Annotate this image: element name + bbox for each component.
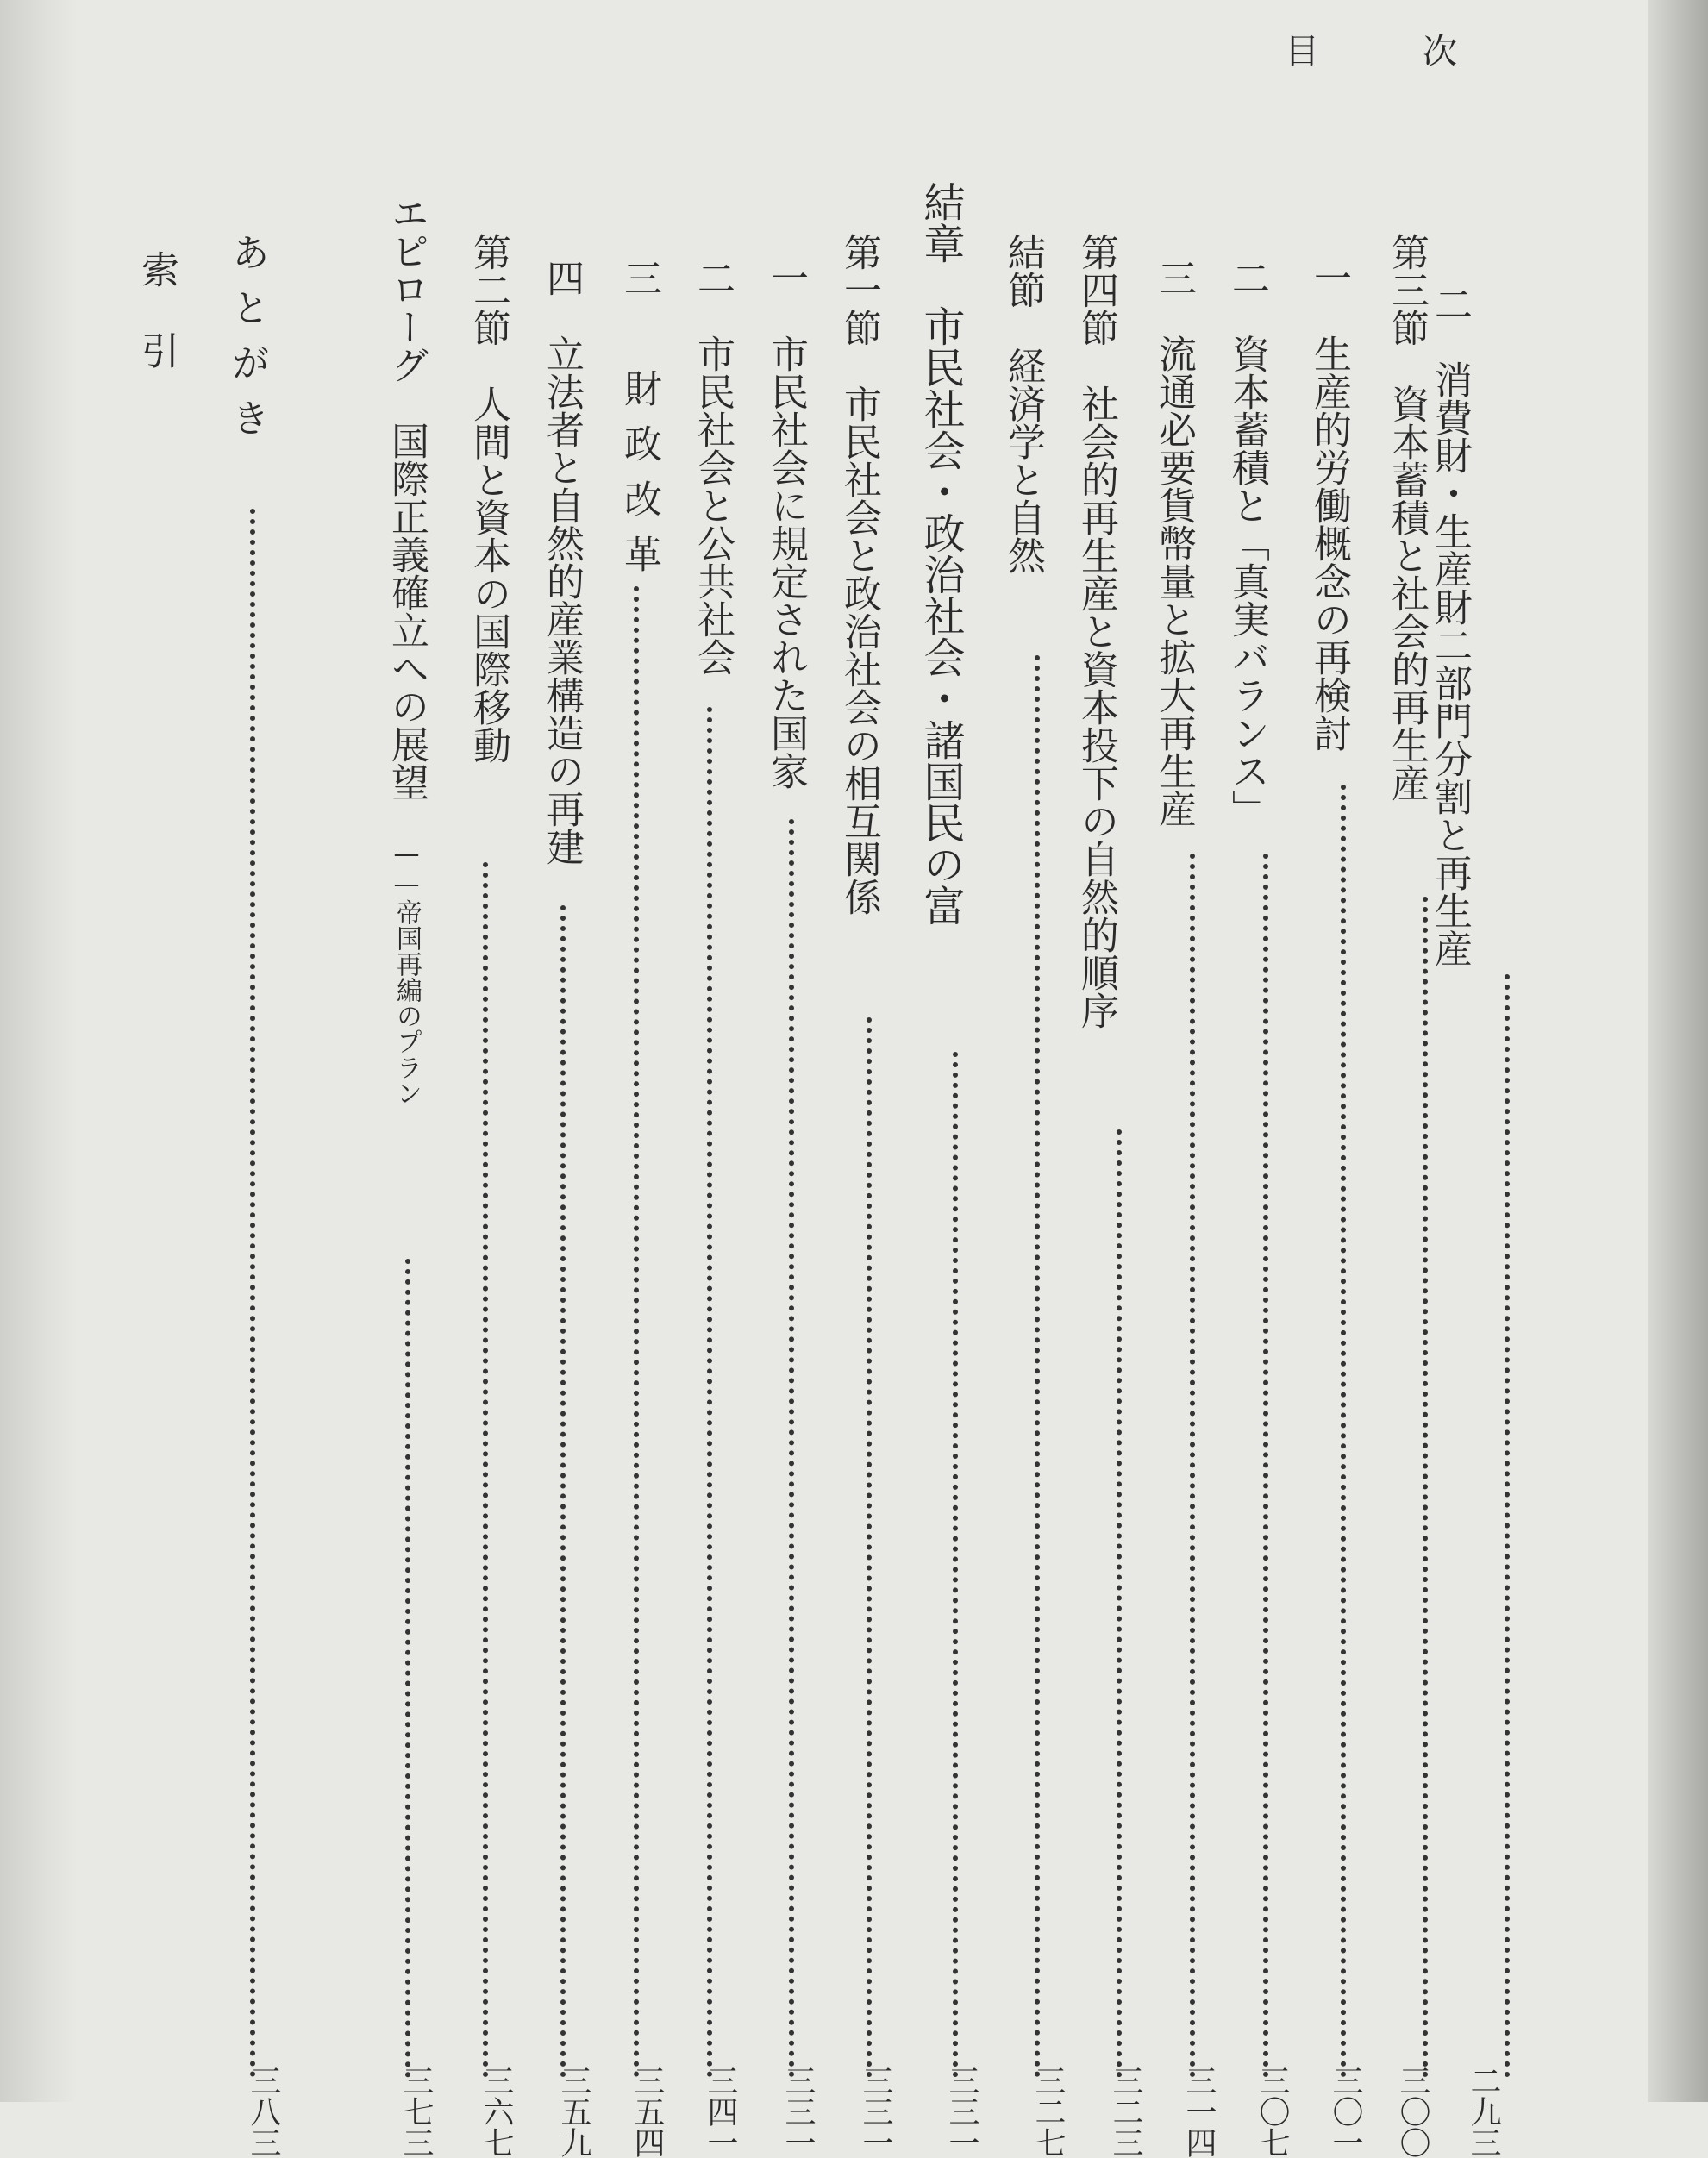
toc-entry-number: 二 — [1428, 285, 1472, 322]
toc-entry-page: 三〇一 — [1328, 2065, 1363, 2158]
toc-entry-subtitle: ——帝国再編のプラン — [391, 839, 422, 1106]
toc-entry-page: 三五四 — [629, 2065, 665, 2158]
toc-entry[interactable] — [462, 233, 514, 764]
toc-entry[interactable] — [760, 259, 811, 790]
page-title-left: 目 — [1285, 32, 1319, 72]
toc-entry-title: 市民社会と政治社会の相互関係 — [837, 385, 881, 916]
toc-entry-title: 資本蓄積と「真実バランス」 — [1225, 335, 1269, 828]
leader-dots — [1263, 854, 1268, 2078]
toc-entry[interactable] — [686, 259, 738, 676]
toc-entry-page: 三〇〇 — [1395, 2065, 1430, 2158]
toc-entry-title: 市民社会と公共社会 — [691, 335, 735, 676]
toc-entry-number: 二 — [1225, 259, 1269, 297]
page-title — [1285, 24, 1457, 73]
leader-dots — [405, 1259, 410, 2078]
leader-dots — [1423, 897, 1428, 2078]
leader-dots — [1505, 974, 1510, 2078]
leader-dots — [953, 1052, 958, 2078]
toc-entry[interactable] — [1380, 233, 1432, 802]
toc-entry-page: 三二三 — [1108, 2065, 1143, 2158]
leader-dots — [560, 905, 566, 2078]
toc-entry-number: 一 — [764, 259, 808, 297]
toc-entry-number: エピローグ — [385, 194, 429, 384]
toc-entry-page: 三三一 — [780, 2065, 816, 2158]
toc-entry-title: あとがき — [225, 233, 269, 453]
toc-entry[interactable] — [1070, 233, 1122, 1029]
leader-dots — [1117, 1129, 1122, 2078]
toc-entry[interactable] — [833, 233, 885, 916]
toc-entry-number: 第四節 — [1074, 233, 1118, 347]
toc-entry-page: 三六七 — [479, 2065, 514, 2158]
toc-entry-title: 社会的再生産と資本投下の自然的順序 — [1074, 385, 1118, 1029]
toc-entry-number: 三 — [617, 259, 661, 314]
toc-entry-page: 三三一 — [944, 2065, 979, 2158]
toc-entry-title: 財政改革 — [617, 369, 661, 590]
toc-entry-page: 三七三 — [398, 2065, 434, 2158]
leader-dots — [1035, 655, 1040, 2078]
toc-entry-page: 三八三 — [246, 2065, 281, 2158]
toc-entry[interactable] — [130, 250, 182, 412]
toc-entry-number: 結章 — [917, 181, 965, 264]
leader-dots — [250, 509, 255, 2078]
toc-entry-number: 四 — [540, 259, 584, 297]
leader-dots — [1190, 854, 1195, 2078]
toc-entry-title: 市民社会・政治社会・諸国民の富 — [917, 305, 965, 926]
leader-dots — [867, 1017, 872, 2078]
leader-dots — [707, 707, 712, 2078]
toc-entry-page: 三五九 — [556, 2065, 591, 2158]
toc-entry[interactable] — [1148, 259, 1199, 828]
toc-entry-title: 国際正義確立への展望 — [385, 422, 429, 801]
toc-entry-page: 三三一 — [858, 2065, 893, 2158]
toc-entry[interactable] — [1303, 259, 1355, 752]
toc-entry[interactable] — [221, 233, 272, 453]
toc-entry[interactable] — [1221, 259, 1273, 828]
toc-entry-page: 三〇七 — [1254, 2065, 1290, 2158]
toc-entry-title: 索引 — [135, 250, 178, 412]
toc-entry-title: 流通必要貨幣量と拡大再生産 — [1152, 335, 1196, 828]
leader-dots — [634, 586, 639, 2078]
toc-entry-number: 第三節 — [1385, 233, 1429, 347]
toc-entry[interactable] — [535, 259, 587, 866]
leader-dots — [483, 862, 488, 2078]
toc-entry[interactable] — [613, 259, 665, 590]
toc-entry-page: 二九三 — [1466, 2065, 1501, 2158]
toc-entry-number: 第二節 — [466, 233, 510, 347]
toc-entry-title: 消費財・生産財二部門分割と再生産 — [1428, 360, 1472, 967]
toc-entry[interactable] — [915, 181, 967, 926]
toc-entry-page: 三二七 — [1030, 2065, 1066, 2158]
toc-entry[interactable] — [380, 194, 432, 1106]
toc-entry-page: 三一四 — [1181, 2065, 1217, 2158]
toc-entry-title: 資本蓄積と社会的再生産 — [1385, 385, 1429, 802]
leader-dots — [1341, 785, 1346, 2078]
toc-entry-number: 第一節 — [837, 233, 881, 347]
toc-entry-number: 三 — [1152, 259, 1196, 297]
toc-entry-number: 二 — [691, 259, 735, 297]
toc-entry-page: 三四一 — [703, 2065, 738, 2158]
toc-entry-title: 人間と資本の国際移動 — [466, 385, 510, 764]
toc-entry-title: 経済学と自然 — [1001, 347, 1045, 574]
toc-entry-title: 立法者と自然的産業構造の再建 — [540, 335, 584, 866]
toc-entry-number: 結節 — [1001, 233, 1045, 309]
toc-entry-title: 市民社会に規定された国家 — [764, 335, 808, 790]
toc-entry-title: 生産的労働概念の再検討 — [1307, 335, 1351, 752]
leader-dots — [789, 819, 794, 2078]
page-title-right: 次 — [1423, 32, 1457, 72]
toc-entry[interactable] — [997, 233, 1048, 574]
toc-entry-number: 一 — [1307, 259, 1351, 297]
